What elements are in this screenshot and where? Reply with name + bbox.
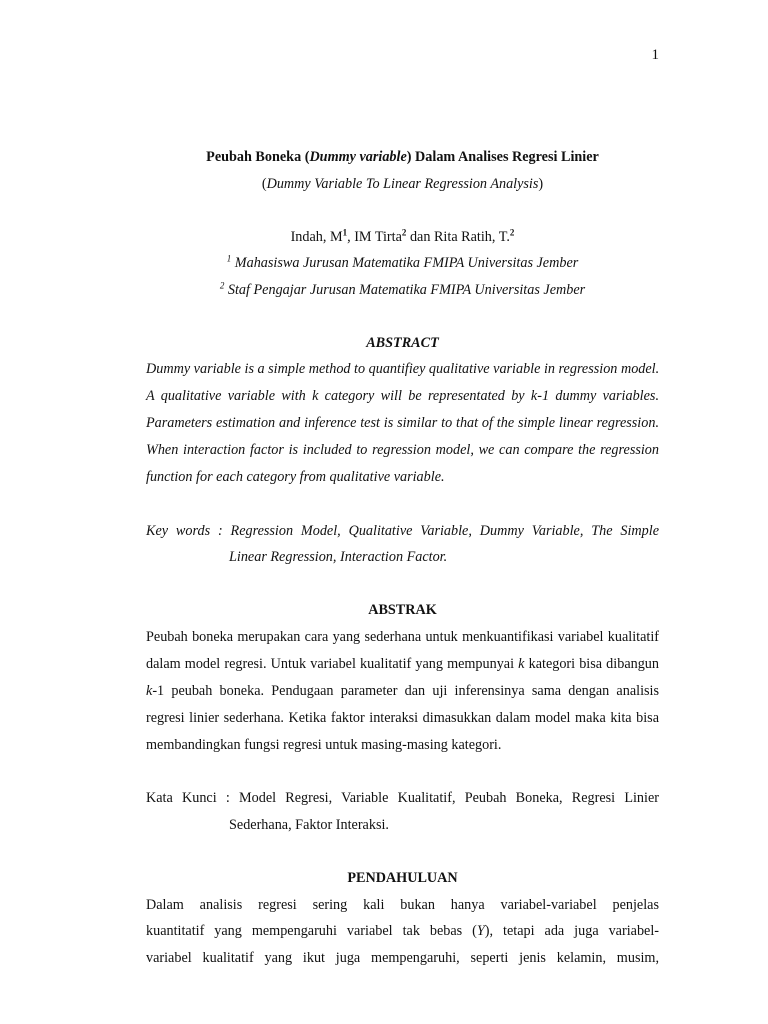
kata-kunci-line: Sederhana, Faktor Interaksi. (229, 817, 389, 833)
abstrak-line: k-1 peubah boneka. Pendugaan parameter dan uji inferensinya sama dengan analisis (146, 683, 659, 699)
paper-title: Peubah Boneka (Dummy variable) Dalam Analises Regresi Linier (206, 149, 599, 165)
keywords-line: Key words : Regression Model, Qualitative Variable, Dummy Variable, The Simple (146, 523, 659, 539)
abstract-line: A qualitative variable with k category will be representated by k-1 dummy variables. (146, 388, 659, 404)
abstract-line: Parameters estimation and inference test is similar to that of the simple linear regression. (146, 415, 659, 431)
section-heading: PENDAHULUAN (347, 870, 458, 886)
affiliation-1: $^1$ Mahasiswa Jurusan Matematika FMIPA Universitas Jember (226, 253, 579, 271)
body-line: variabel kualitatif yang ikut juga mempengaruhi, seperti jenis kelamin, musim, (146, 950, 659, 966)
abstract-line: Dummy variable is a simple method to quantifiey qualitative variable in regression model. (146, 361, 660, 377)
abstrak-line: regresi linier sederhana. Ketika faktor interaksi dimasukkan dalam model maka kita bisa (146, 710, 659, 726)
abstrak-line: dalam model regresi. Untuk variabel kualitatif yang mempunyai k kategori bisa dibangun (146, 656, 659, 672)
author-line: Indah, $M^1$, IM Tirta$^2$ dan Rita Ratih, T.$^2$ (290, 227, 515, 245)
abstract-line: function for each category from qualitative variable. (146, 469, 445, 485)
body-line: Dalam analisis regresi sering kali bukan hanya variabel-variabel penjelas (146, 897, 659, 913)
abstrak-line: membandingkan fungsi regresi untuk masing-masing kategori. (146, 737, 502, 753)
abstrak-line: Peubah boneka merupakan cara yang sederhana untuk menkuantifikasi variabel kualitatif (146, 629, 659, 645)
body-line: kuantitatif yang mempengaruhi variabel tak bebas (Y), tetapi ada juga variabel- (146, 923, 659, 939)
abstract-line: When interaction factor is included to regression model, we can compare the regression (146, 442, 659, 458)
abstrak-heading: ABSTRAK (368, 602, 437, 618)
kata-kunci-line: Kata Kunci : Model Regresi, Variable Kualitatif, Peubah Boneka, Regresi Linier (146, 790, 659, 806)
affiliation-2: $^2$ Staf Pengajar Jurusan Matematika FMIPA Universitas Jember (219, 280, 586, 298)
paper-subtitle: (Dummy Variable To Linear Regression Analysis) (261, 176, 544, 192)
page-number: 1 (651, 47, 659, 63)
keywords-line: Linear Regression, Interaction Factor. (229, 549, 448, 565)
abstract-heading: ABSTRACT (366, 335, 439, 351)
